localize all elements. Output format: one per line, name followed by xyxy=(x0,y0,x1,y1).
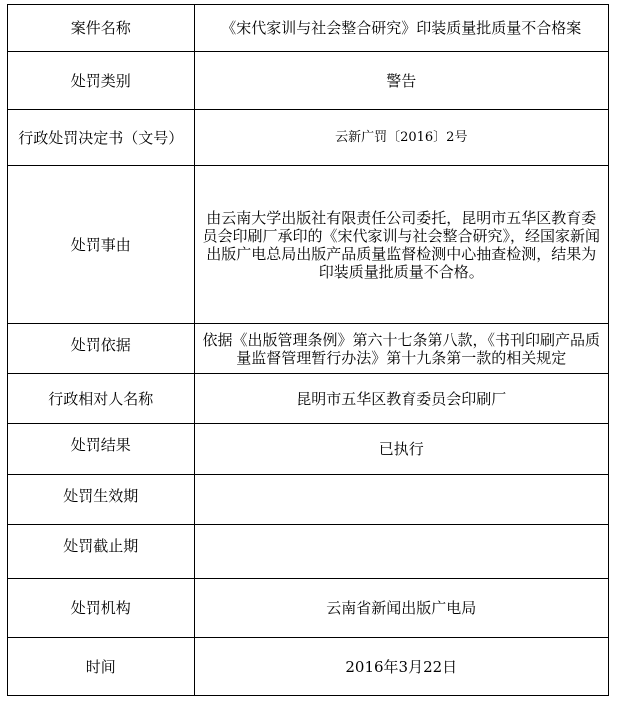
row-expiry-date xyxy=(8,525,609,579)
row-penalty-category xyxy=(8,52,609,110)
decision-number-value: 云新广罚〔2016〕2号 xyxy=(194,110,608,166)
row-effective-date xyxy=(8,475,609,525)
expiry-date-label: 处罚截止期 xyxy=(8,525,195,579)
row-penalty-result xyxy=(8,424,609,475)
row-decision-number xyxy=(8,110,609,166)
penalty-authority-label: 处罚机构 xyxy=(8,579,195,638)
penalty-basis-label: 处罚依据 xyxy=(8,324,195,374)
row-penalty-basis xyxy=(8,324,609,374)
penalty-result-value: 已执行 xyxy=(194,424,608,475)
penalty-category-label: 处罚类别 xyxy=(8,52,195,110)
row-case-name xyxy=(8,5,609,52)
effective-date-label: 处罚生效期 xyxy=(8,475,195,525)
counterparty-name-value: 昆明市五华区教育委员会印刷厂 xyxy=(194,374,608,424)
counterparty-name-label: 行政相对人名称 xyxy=(8,374,195,424)
row-penalty-reason xyxy=(8,166,609,324)
decision-number-label: 行政处罚决定书（文号） xyxy=(8,110,195,166)
row-date xyxy=(8,638,609,696)
date-value: 2016年3月22日 xyxy=(194,638,608,696)
expiry-date-value xyxy=(194,525,608,579)
penalty-basis-value: 依据《出版管理条例》第六十七条第八款，《书刊印刷产品质量监督管理暂行办法》第十九条第一款的相关规定 xyxy=(194,324,608,374)
penalty-category-value: 警告 xyxy=(194,52,608,110)
penalty-reason-label: 处罚事由 xyxy=(8,166,195,324)
penalty-reason-value: 由云南大学出版社有限责任公司委托，昆明市五华区教育委员会印刷厂承印的《宋代家训与社会整合研究》，经国家新闻出版广电总局出版产品质量监督检测中心抽查检测，结果为印装质量批质量不合格。 xyxy=(194,166,608,324)
row-counterparty-name xyxy=(8,374,609,424)
row-penalty-authority xyxy=(8,579,609,638)
case-name-value: 《宋代家训与社会整合研究》印装质量批质量不合格案 xyxy=(194,5,608,52)
effective-date-value xyxy=(194,475,608,525)
penalty-record-table xyxy=(7,4,609,696)
penalty-authority-value: 云南省新闻出版广电局 xyxy=(194,579,608,638)
case-name-label: 案件名称 xyxy=(8,5,195,52)
penalty-result-label: 处罚结果 xyxy=(8,424,195,475)
date-label: 时间 xyxy=(8,638,195,696)
